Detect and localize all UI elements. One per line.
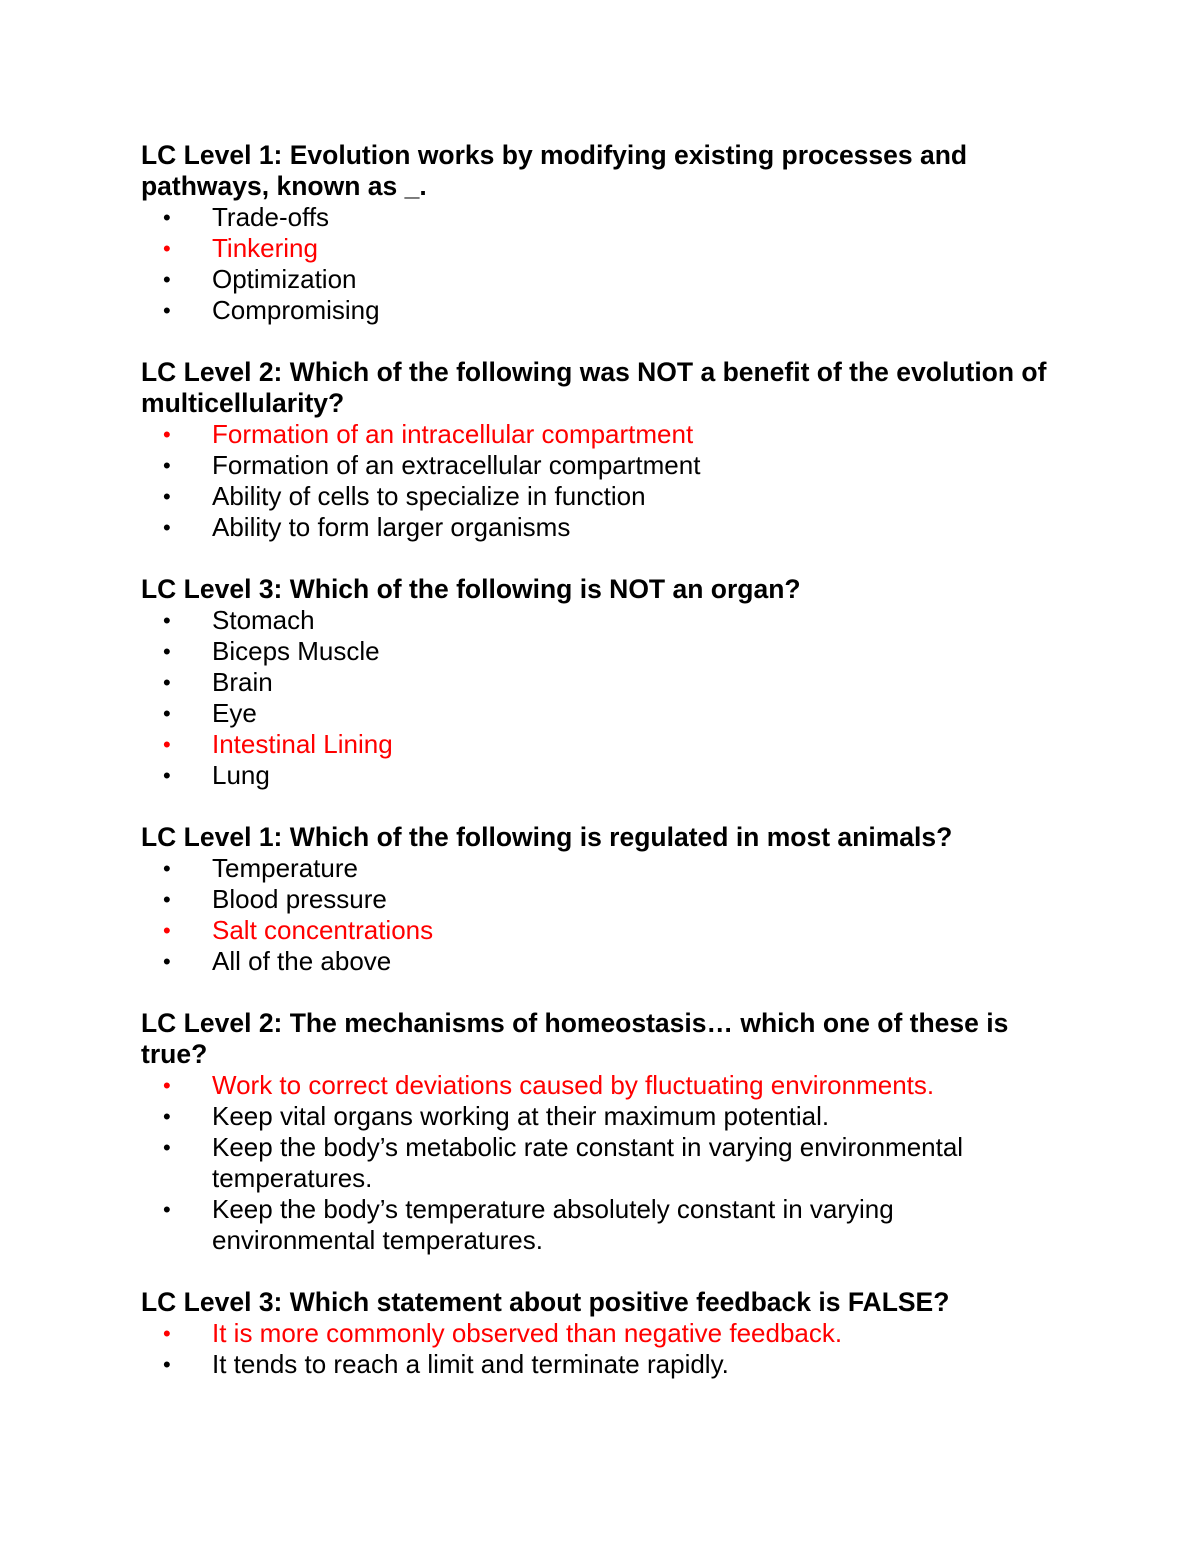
answer-option-correct: [141, 1318, 1061, 1349]
answer-option: [141, 450, 1061, 481]
bullet-icon: •: [163, 1197, 171, 1222]
answer-option: [141, 636, 1061, 667]
answer-text: Keep vital organs working at their maximum potential.: [212, 1101, 830, 1131]
answer-text: Biceps Muscle: [212, 636, 380, 666]
answer-text: Blood pressure: [212, 884, 387, 914]
answer-option-correct: [141, 419, 1061, 450]
bullet-icon: •: [163, 639, 171, 664]
answer-text: Intestinal Lining: [212, 729, 393, 759]
answer-option: [141, 1194, 1061, 1256]
bullet-icon: •: [163, 918, 171, 943]
answer-text: Brain: [212, 667, 273, 697]
answer-text: Keep the body’s metabolic rate constant in varying environmental temperatures.: [212, 1132, 964, 1193]
answer-text: It is more commonly observed than negative feedback.: [212, 1318, 843, 1348]
bullet-icon: •: [163, 453, 171, 478]
bullet-icon: •: [163, 422, 171, 447]
question-block: [141, 574, 1061, 791]
answer-option: [141, 946, 1061, 977]
question-prompt: LC Level 2: The mechanisms of homeostasis… which one of these is true?: [141, 1008, 1009, 1069]
question-prompt: LC Level 3: Which statement about positive feedback is FALSE?: [141, 1287, 950, 1317]
bullet-icon: •: [163, 484, 171, 509]
answer-option-correct: [141, 729, 1061, 760]
answer-text: Eye: [212, 698, 257, 728]
answer-text: Optimization: [212, 264, 357, 294]
bullet-icon: •: [163, 1135, 171, 1160]
bullet-icon: •: [163, 949, 171, 974]
answer-text: Salt concentrations: [212, 915, 434, 945]
question-prompt: LC Level 2: Which of the following was NOT a benefit of the evolution of multicellularity?: [141, 357, 1047, 418]
answer-option: [141, 295, 1061, 326]
question-prompt: LC Level 1: Which of the following is regulated in most animals?: [141, 822, 953, 852]
answer-text: Ability to form larger organisms: [212, 512, 571, 542]
answer-option: [141, 667, 1061, 698]
answer-option: [141, 1349, 1061, 1380]
bullet-icon: •: [163, 1073, 171, 1098]
answer-list: [141, 1318, 1061, 1380]
question-block: [141, 140, 1061, 326]
bullet-icon: •: [163, 515, 171, 540]
bullet-icon: •: [163, 887, 171, 912]
bullet-icon: •: [163, 763, 171, 788]
question-prompt: LC Level 3: Which of the following is NOT an organ?: [141, 574, 801, 604]
bullet-icon: •: [163, 298, 171, 323]
answer-option: [141, 512, 1061, 543]
answer-option-correct: [141, 915, 1061, 946]
bullet-icon: •: [163, 1321, 171, 1346]
bullet-icon: •: [163, 856, 171, 881]
answer-text: Formation of an extracellular compartment: [212, 450, 701, 480]
bullet-icon: •: [163, 205, 171, 230]
bullet-icon: •: [163, 267, 171, 292]
answer-option: [141, 481, 1061, 512]
bullet-icon: •: [163, 732, 171, 757]
question-block: [141, 822, 1061, 977]
answer-option-correct: [141, 233, 1061, 264]
answer-text: All of the above: [212, 946, 392, 976]
answer-option: [141, 202, 1061, 233]
answer-option: [141, 1132, 1061, 1194]
bullet-icon: •: [163, 236, 171, 261]
answer-option: [141, 853, 1061, 884]
answer-text: It tends to reach a limit and terminate rapidly.: [212, 1349, 729, 1379]
answer-text: Compromising: [212, 295, 380, 325]
question-block: [141, 1008, 1061, 1256]
question-prompt: LC Level 1: Evolution works by modifying existing processes and pathways, known as _.: [141, 140, 968, 201]
answer-option: [141, 264, 1061, 295]
answer-option: [141, 884, 1061, 915]
answer-text: Formation of an intracellular compartment: [212, 419, 694, 449]
answer-list: [141, 419, 1061, 543]
document-page: [141, 140, 1061, 1411]
answer-option: [141, 760, 1061, 791]
answer-option: [141, 605, 1061, 636]
answer-text: Work to correct deviations caused by fluctuating environments.: [212, 1070, 935, 1100]
answer-text: Trade-offs: [212, 202, 330, 232]
answer-text: Keep the body’s temperature absolutely constant in varying environmental temperatures.: [212, 1194, 894, 1255]
answer-text: Tinkering: [212, 233, 318, 263]
answer-text: Lung: [212, 760, 270, 790]
answer-option: [141, 698, 1061, 729]
answer-list: [141, 202, 1061, 326]
answer-option: [141, 1101, 1061, 1132]
answer-option-correct: [141, 1070, 1061, 1101]
bullet-icon: •: [163, 608, 171, 633]
bullet-icon: •: [163, 670, 171, 695]
answer-list: [141, 1070, 1061, 1256]
question-block: [141, 1287, 1061, 1380]
answer-list: [141, 853, 1061, 977]
question-block: [141, 357, 1061, 543]
answer-text: Ability of cells to specialize in function: [212, 481, 646, 511]
answer-list: [141, 605, 1061, 791]
bullet-icon: •: [163, 1104, 171, 1129]
bullet-icon: •: [163, 701, 171, 726]
answer-text: Temperature: [212, 853, 358, 883]
bullet-icon: •: [163, 1352, 171, 1377]
answer-text: Stomach: [212, 605, 315, 635]
